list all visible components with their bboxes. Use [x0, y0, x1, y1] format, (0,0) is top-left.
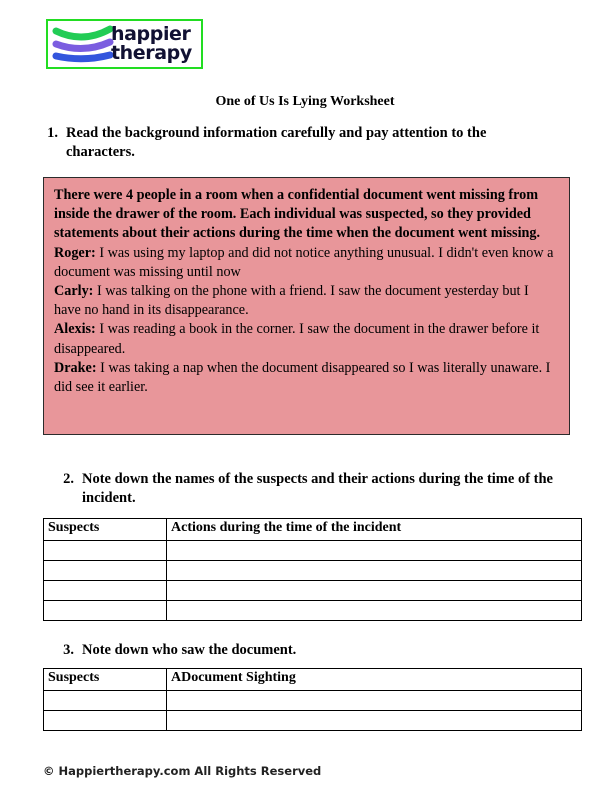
statement-roger [54, 244, 559, 282]
brand-name-line-1: happier [111, 23, 191, 45]
cell-suspect[interactable] [44, 691, 167, 711]
table-row [44, 581, 582, 601]
statement-name-alexis: Alexis: [54, 321, 96, 338]
instruction-item-3 [58, 641, 538, 660]
table-document-sighting [43, 668, 582, 731]
brand-logo [46, 19, 203, 69]
cell-suspect[interactable] [44, 561, 167, 581]
cell-document-sighting[interactable] [167, 711, 582, 731]
instruction-text-1: Read the background information carefully and pay attention to the characters. [66, 125, 487, 160]
statement-name-roger: Roger: [54, 244, 96, 261]
statement-name-drake: Drake: [54, 359, 97, 376]
cell-suspect[interactable] [44, 581, 167, 601]
instruction-text-2: Note down the names of the suspects and their actions during the time of the incident. [82, 471, 553, 506]
table-row [44, 541, 582, 561]
column-header-document-sighting: ADocument Sighting [167, 669, 582, 691]
table-row [44, 691, 582, 711]
cell-suspect[interactable] [44, 711, 167, 731]
table-row [44, 601, 582, 621]
statement-name-carly: Carly: [54, 283, 94, 300]
table-suspect-actions [43, 518, 582, 621]
table-header-row [44, 669, 582, 691]
statement-carly [54, 282, 559, 320]
table-row [44, 711, 582, 731]
instruction-item-2 [58, 470, 558, 508]
column-header-suspects: Suspects [44, 519, 167, 541]
page-title: One of Us Is Lying Worksheet [215, 94, 395, 109]
cell-suspect[interactable] [44, 541, 167, 561]
cell-action[interactable] [167, 581, 582, 601]
instruction-text-3: Note down who saw the document. [82, 642, 297, 658]
brand-name-line-2: therapy [111, 42, 192, 64]
table-row [44, 561, 582, 581]
instruction-number-3: 3. [63, 642, 74, 658]
column-header-suspects: Suspects [44, 669, 167, 691]
instruction-item-1 [42, 124, 542, 162]
background-information-box [43, 177, 570, 435]
cell-suspect[interactable] [44, 601, 167, 621]
column-header-actions: Actions during the time of the incident [167, 519, 582, 541]
cell-action[interactable] [167, 601, 582, 621]
statement-text-drake: I was taking a nap when the document disappeared so I was literally unaware. I did see it earlier. [54, 359, 551, 396]
instruction-number-2: 2. [63, 471, 74, 487]
statement-text-alexis: I was reading a book in the corner. I saw the document in the drawer before it disappeared. [54, 321, 540, 357]
brand-wordmark [111, 25, 192, 63]
table-header-row [44, 519, 582, 541]
footer-copyright: © Happiertherapy.com All Rights Reserved [43, 764, 322, 778]
statement-text-carly: I was talking on the phone with a friend. I saw the document yesterday but I have no hand in its disappearance. [54, 283, 529, 319]
statement-drake [54, 359, 559, 397]
scenario-intro-text: There were 4 people in a room when a confidential document went missing from inside the drawer of the room. Each individual was suspected, so they provided statements about their actions during the time when the document went missing. [54, 187, 541, 242]
logo-curves-icon [48, 22, 110, 66]
cell-document-sighting[interactable] [167, 691, 582, 711]
cell-action[interactable] [167, 561, 582, 581]
cell-action[interactable] [167, 541, 582, 561]
instruction-number-1: 1. [47, 125, 58, 141]
statement-alexis [54, 320, 559, 358]
statement-text-roger: I was using my laptop and did not notice anything unusual. I didn't even know a document was missing until now [54, 244, 554, 280]
